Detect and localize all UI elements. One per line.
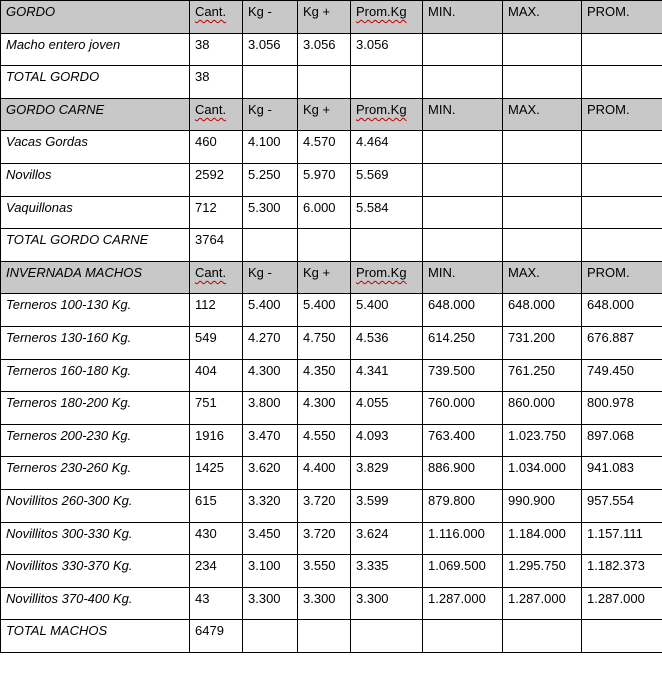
col-header-cant: Cant. [190,261,243,294]
empty-cell [351,66,423,99]
cell-prom: 1.157.111 [582,522,662,555]
cell-min: 763.400 [423,424,503,457]
empty-cell [423,229,503,262]
col-header-min: MIN. [423,1,503,34]
row-label: Vaquillonas [1,196,190,229]
table-row [1,196,662,229]
table-row [1,131,662,164]
cell-cant: 43 [190,587,243,620]
empty-cell [582,620,662,653]
cell-cant: 751 [190,392,243,425]
cell-max [503,131,582,164]
cell-kg-max: 3.300 [298,587,351,620]
col-header-prom: PROM. [582,1,662,34]
table-row [1,489,662,522]
col-header-kg-min: Kg - [243,98,298,131]
row-label: Terneros 130-160 Kg. [1,326,190,359]
cell-cant: 404 [190,359,243,392]
cell-prom-kg: 4.055 [351,392,423,425]
empty-cell [243,229,298,262]
cell-kg-max: 4.550 [298,424,351,457]
total-label: TOTAL GORDO CARNE [1,229,190,262]
total-cant: 6479 [190,620,243,653]
empty-cell [582,229,662,262]
cell-prom-kg: 4.341 [351,359,423,392]
cell-prom-kg: 5.400 [351,294,423,327]
cell-min: 739.500 [423,359,503,392]
col-header-kg-min: Kg - [243,1,298,34]
cell-prom [582,196,662,229]
cell-max: 648.000 [503,294,582,327]
cell-prom-kg: 3.300 [351,587,423,620]
cell-kg-max: 5.400 [298,294,351,327]
cell-cant: 430 [190,522,243,555]
cell-max: 1.034.000 [503,457,582,490]
section-title: INVERNADA MACHOS [1,261,190,294]
section-header-row [1,98,662,131]
cell-kg-min: 3.320 [243,489,298,522]
cell-prom-kg: 3.056 [351,33,423,66]
empty-cell [423,66,503,99]
col-header-kg-min: Kg - [243,261,298,294]
cell-prom: 897.068 [582,424,662,457]
row-label: Terneros 160-180 Kg. [1,359,190,392]
cell-kg-max: 3.550 [298,555,351,588]
cell-prom: 941.083 [582,457,662,490]
cell-prom-kg: 3.829 [351,457,423,490]
col-header-prom-kg: Prom.Kg [351,1,423,34]
col-header-prom: PROM. [582,98,662,131]
cell-kg-max: 4.350 [298,359,351,392]
cell-kg-min: 5.400 [243,294,298,327]
row-label: Novillitos 330-370 Kg. [1,555,190,588]
row-label: Terneros 100-130 Kg. [1,294,190,327]
empty-cell [503,620,582,653]
col-header-cant: Cant. [190,1,243,34]
cell-cant: 1425 [190,457,243,490]
cell-prom: 800.978 [582,392,662,425]
cell-kg-min: 4.300 [243,359,298,392]
row-label: Novillitos 260-300 Kg. [1,489,190,522]
cell-prom: 1.287.000 [582,587,662,620]
cell-max [503,196,582,229]
col-header-prom-kg: Prom.Kg [351,98,423,131]
row-label: Terneros 200-230 Kg. [1,424,190,457]
empty-cell [243,66,298,99]
cell-cant: 2592 [190,163,243,196]
cell-kg-max: 4.570 [298,131,351,164]
empty-cell [503,66,582,99]
col-header-prom-kg: Prom.Kg [351,261,423,294]
cell-prom: 648.000 [582,294,662,327]
table-row [1,392,662,425]
cell-prom-kg: 5.569 [351,163,423,196]
col-header-max: MAX. [503,98,582,131]
cell-min: 648.000 [423,294,503,327]
table-row [1,359,662,392]
col-header-min: MIN. [423,98,503,131]
cell-kg-min: 3.450 [243,522,298,555]
cell-prom-kg: 5.584 [351,196,423,229]
row-label: Vacas Gordas [1,131,190,164]
cell-cant: 615 [190,489,243,522]
cell-kg-min: 3.470 [243,424,298,457]
cell-kg-max: 4.750 [298,326,351,359]
total-row [1,229,662,262]
table-row [1,294,662,327]
cell-cant: 549 [190,326,243,359]
cell-min: 1.287.000 [423,587,503,620]
cell-prom: 1.182.373 [582,555,662,588]
cell-kg-min: 4.100 [243,131,298,164]
table-row [1,555,662,588]
cell-kg-max: 4.400 [298,457,351,490]
cell-kg-max: 5.970 [298,163,351,196]
cell-kg-min: 5.250 [243,163,298,196]
cell-kg-max: 3.056 [298,33,351,66]
total-label: TOTAL MACHOS [1,620,190,653]
cell-kg-max: 6.000 [298,196,351,229]
table-row [1,424,662,457]
cell-prom [582,33,662,66]
table-row [1,326,662,359]
col-header-prom: PROM. [582,261,662,294]
empty-cell [298,620,351,653]
cell-min: 1.069.500 [423,555,503,588]
cell-max: 990.900 [503,489,582,522]
table-row [1,522,662,555]
total-cant: 3764 [190,229,243,262]
empty-cell [298,66,351,99]
total-row [1,620,662,653]
cell-kg-max: 3.720 [298,522,351,555]
cell-max: 1.287.000 [503,587,582,620]
cell-cant: 712 [190,196,243,229]
cell-prom-kg: 4.464 [351,131,423,164]
cell-prom: 676.887 [582,326,662,359]
table-row [1,33,662,66]
col-header-max: MAX. [503,261,582,294]
cell-cant: 38 [190,33,243,66]
table-row [1,163,662,196]
empty-cell [243,620,298,653]
section-header-row [1,1,662,34]
row-label: Novillos [1,163,190,196]
cell-max: 731.200 [503,326,582,359]
cell-max [503,163,582,196]
empty-cell [423,620,503,653]
cell-min: 614.250 [423,326,503,359]
col-header-kg-max: Kg + [298,1,351,34]
cell-prom [582,131,662,164]
cell-min: 1.116.000 [423,522,503,555]
cell-cant: 234 [190,555,243,588]
col-header-kg-max: Kg + [298,261,351,294]
col-header-cant: Cant. [190,98,243,131]
cell-prom-kg: 3.335 [351,555,423,588]
table-row [1,457,662,490]
cell-kg-min: 3.056 [243,33,298,66]
table-row [1,587,662,620]
cell-kg-min: 3.100 [243,555,298,588]
cell-min [423,196,503,229]
row-label: Novillitos 300-330 Kg. [1,522,190,555]
row-label: Macho entero joven [1,33,190,66]
cell-max: 860.000 [503,392,582,425]
cell-min: 879.800 [423,489,503,522]
cell-prom-kg: 4.093 [351,424,423,457]
col-header-min: MIN. [423,261,503,294]
cell-min: 886.900 [423,457,503,490]
total-label: TOTAL GORDO [1,66,190,99]
cell-max: 1.184.000 [503,522,582,555]
cell-prom: 749.450 [582,359,662,392]
cell-min [423,131,503,164]
cell-max: 1.295.750 [503,555,582,588]
total-row [1,66,662,99]
cell-kg-max: 3.720 [298,489,351,522]
cell-kg-min: 4.270 [243,326,298,359]
cell-cant: 112 [190,294,243,327]
cell-cant: 460 [190,131,243,164]
cell-kg-min: 3.300 [243,587,298,620]
cell-kg-max: 4.300 [298,392,351,425]
col-header-kg-max: Kg + [298,98,351,131]
cell-min [423,163,503,196]
cell-max: 761.250 [503,359,582,392]
section-title: GORDO [1,1,190,34]
cell-kg-min: 3.800 [243,392,298,425]
cell-min: 760.000 [423,392,503,425]
empty-cell [351,229,423,262]
row-label: Terneros 230-260 Kg. [1,457,190,490]
cell-prom [582,163,662,196]
table-body [1,1,662,653]
cell-cant: 1916 [190,424,243,457]
empty-cell [298,229,351,262]
empty-cell [351,620,423,653]
section-title: GORDO CARNE [1,98,190,131]
empty-cell [582,66,662,99]
section-header-row [1,261,662,294]
cell-max [503,33,582,66]
cell-prom: 957.554 [582,489,662,522]
cell-kg-min: 5.300 [243,196,298,229]
row-label: Novillitos 370-400 Kg. [1,587,190,620]
total-cant: 38 [190,66,243,99]
cell-min [423,33,503,66]
cell-prom-kg: 4.536 [351,326,423,359]
cell-kg-min: 3.620 [243,457,298,490]
cell-prom-kg: 3.624 [351,522,423,555]
row-label: Terneros 180-200 Kg. [1,392,190,425]
cell-max: 1.023.750 [503,424,582,457]
cell-prom-kg: 3.599 [351,489,423,522]
empty-cell [503,229,582,262]
col-header-max: MAX. [503,1,582,34]
